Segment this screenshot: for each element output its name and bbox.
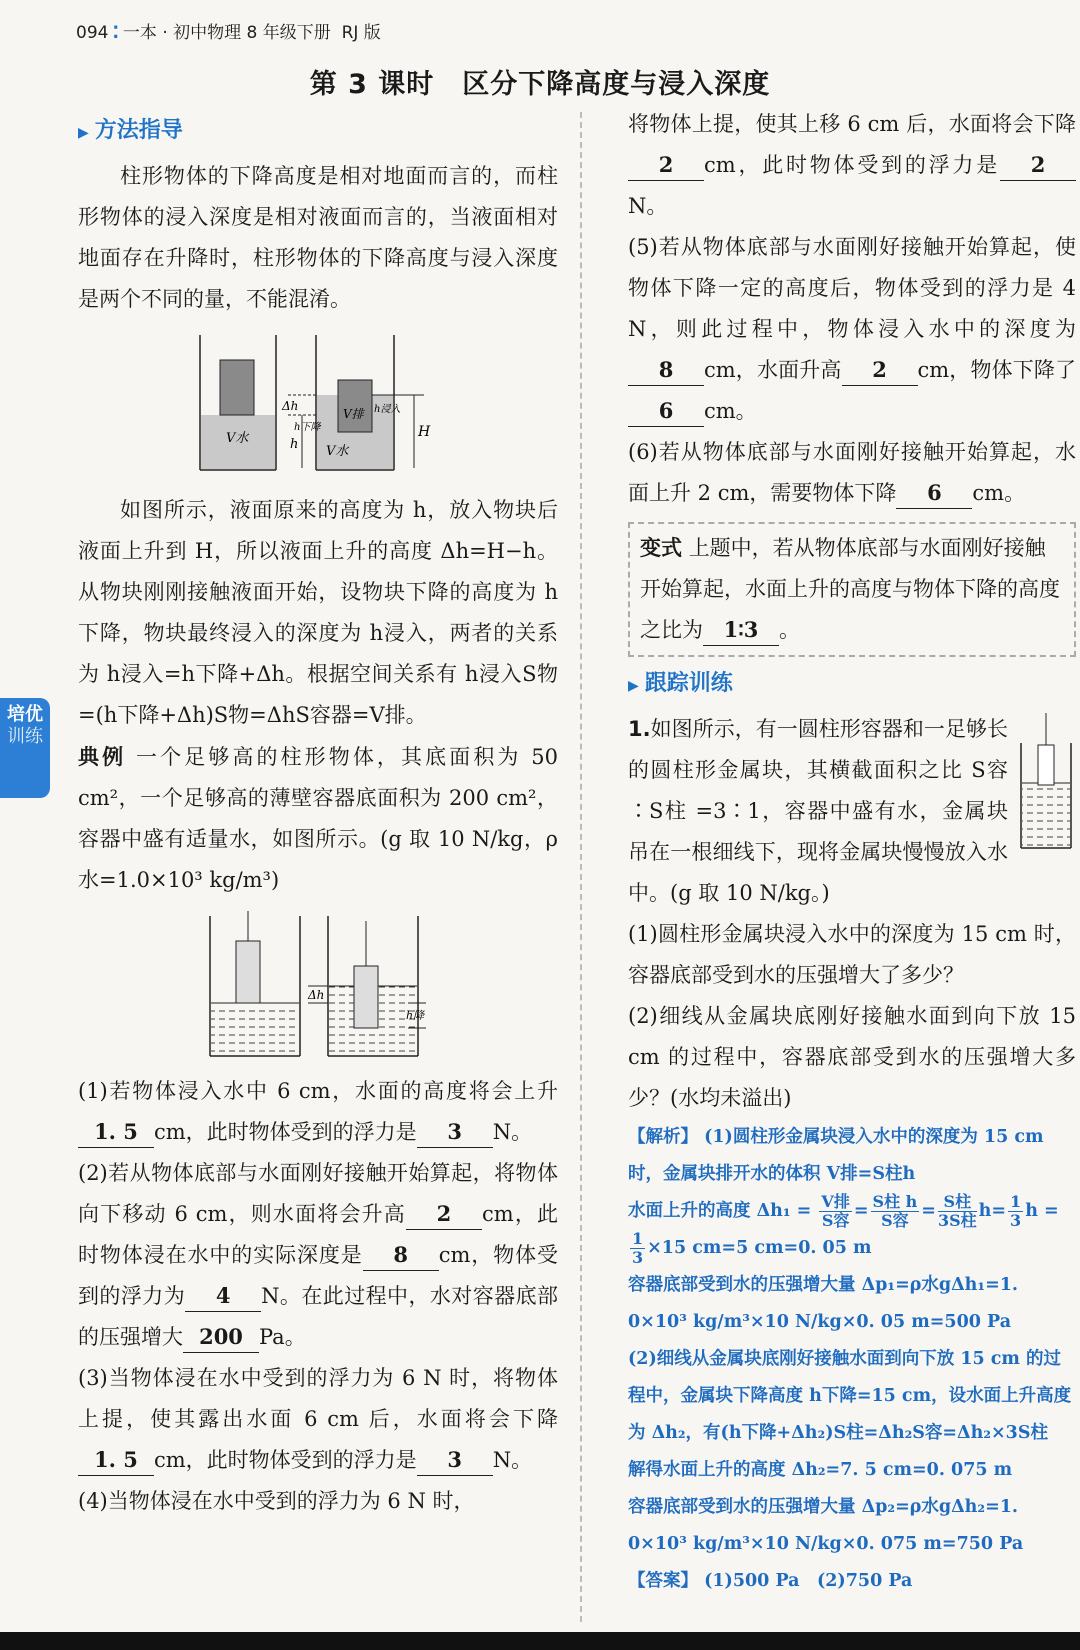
left-column [78, 110, 558, 1522]
q4-start: (4)当物体浸在水中受到的浮力为 6 N 时， [78, 1489, 475, 1513]
q1-blank-2: 3 [417, 1117, 493, 1148]
q1: (1)若物体浸入水中 6 cm，水面的高度将会上升1. 5 cm，此时物体受到的浮力是 3 N。 [78, 1071, 558, 1153]
q5-blank-2: 2 [842, 355, 918, 386]
label-h: h [290, 437, 299, 452]
track-heading: ▶ 跟踪训练 [628, 671, 733, 696]
q4-blank-1: 2 [628, 150, 704, 181]
q2-blank-3: 4 [185, 1281, 261, 1312]
answer-label: 【答案】 [628, 1571, 698, 1591]
method-heading: ▶ 方法指导 [78, 118, 183, 143]
page-number: 094 [76, 23, 109, 43]
separator-icon: ⁚ [112, 23, 119, 43]
q1-blank-1: 1. 5 [78, 1117, 154, 1148]
edition: RJ 版 [341, 23, 381, 43]
q2-blank-1: 2 [406, 1199, 482, 1230]
variant-tag: 变式 [640, 536, 682, 560]
label-h-in: h浸入 [374, 404, 401, 415]
right-column [628, 104, 1076, 1600]
page-title: 第 3 课时 区分下降高度与浸入深度 [309, 69, 771, 100]
q5-blank-1: 8 [628, 355, 704, 386]
side-tab-line2: 训练 [7, 726, 43, 747]
triangle-icon: ▶ [78, 125, 89, 141]
side-tab-line1: 培优 [7, 704, 43, 725]
q4-cont: 将物体上提，使其上移 6 cm 后，水面将会下降2 cm，此时物体受到的浮力是 2N。 [628, 112, 1076, 218]
solution-label: 【解析】 [628, 1127, 698, 1147]
label-v-water-2: V水 [326, 444, 349, 459]
problem-1 [628, 709, 1076, 1119]
solution: 【解析】 (1)圆柱形金属块浸入水中的深度为 15 cm 时，金属块排开水的体积 V排=S柱h 水面上升的高度 Δh₁ = $\frac{\text{V排}}{\text{S容}}$ = $\frac{\text{S柱 h}}{\text{S容}}$ = $\frac{\text{S柱}}{\text{3S柱}}$ h= $\frac{1}{3}$ h = $\frac{1}{3}$ ×15 cm=5 cm=0. 05 m 容器底部受到水的压强增大量 Δp₁=ρ水gΔh₁=1. 0×10³ kg/m³×10 N/kg×0. 05 m=500 Pa (2)细线从金属块底刚好接触水面到向下放 15 cm 的过程中，金属块下降高度 h下降=15 cm，设水面上升高度为 Δh₂，有(h下降+Δh₂)S柱=Δh₂S容=Δh₂×3S柱 解得水面上升的高度 Δh₂=7. 5 cm=0. 075 m 容器底部受到水的压强增大量 Δp₂=ρ水gΔh₂=1. 0×10³ kg/m³×10 N/kg×0. 075 m=750 Pa 【答案】 (1)500 Pa (2)750 Pa [628, 1119, 1076, 1600]
variant-box: 变式 上题中，若从物体底部与水面刚好接触开始算起，水面上升的高度与物体下降的高度之比为 1∶3 。 [628, 522, 1076, 657]
solution-fraction-line: 水面上升的高度 Δh₁ = $\frac{\text{V排}}{\text{S容}}$ = $\frac{\text{S柱 h}}{\text{S容}}$ = $\frac{\text{S柱}}{\text{3S柱}}$ h= $\frac{1}{3}$ h = [628, 1192, 1059, 1230]
q2-blank-2: 8 [363, 1240, 439, 1271]
figure-immersion-diagram [198, 330, 438, 480]
label-v-water: V水 [226, 431, 249, 446]
q5: (5)若从物体底部与水面刚好接触开始算起，使物体下降一定的高度后，物体受到的浮力是 4 N，则此过程中，物体浸入水中的深度为8 cm，水面升高 2 cm，物体下降了6 cm。 [628, 227, 1076, 432]
label-H: H [418, 424, 431, 440]
q3-blank-1: 1. 5 [78, 1445, 154, 1476]
side-tab [0, 698, 50, 798]
q2-blank-4: 200 [183, 1322, 259, 1353]
q3: (3)当物体浸在水中受到的浮力为 6 N 时，将物体上提，使其露出水面 6 cm 后，水面将会下降1. 5 cm，此时物体受到的浮力是 3 N。 [78, 1358, 558, 1481]
label-delta-h: Δh [282, 399, 299, 413]
problem-number: 1. [628, 717, 651, 741]
explain-text: 如图所示，液面原来的高度为 h，放入物块后液面上升到 H，所以液面上升的高度 Δh=H−h。从物块刚刚接触液面开始，设物块下降的高度为 h下降，物块最终浸入的深度为 h浸入，两者的关系为 h浸入=h下降+Δh。根据空间关系有 h浸入S物=(h下降+Δh)S物=ΔhS容器=V排。 [78, 498, 558, 727]
answer-text: (1)500 Pa (2)750 Pa [704, 1571, 913, 1591]
figure-cylinder-container [1016, 713, 1076, 853]
example-label: 典例 [78, 744, 127, 769]
label-v-displaced: V排 [343, 407, 364, 421]
figure-example-containers [208, 911, 428, 1061]
bottom-edge [0, 1632, 1080, 1650]
label-h-down: h下降 [294, 422, 321, 433]
q2: (2)若从物体底部与水面刚好接触开始算起，将物体向下移动 6 cm，则水面将会升高 2 cm，此时物体浸在水中的实际深度是 8 cm，物体受到的浮力为 4 N。在此过程中，水对容器底部的压强增大 200 Pa。 [78, 1153, 558, 1358]
q3-blank-2: 3 [417, 1445, 493, 1476]
label-delta-h-2: Δh [308, 988, 325, 1002]
problem-text: 如图所示，有一圆柱形容器和一足够长的圆柱形金属块，其横截面积之比 S容∶S柱 =3∶1，容器中盛有水，金属块吊在一根细线下，现将金属块慢慢放入水中。(g 取 10 N/kg。) [628, 717, 1008, 905]
book-title: 一本 · 初中物理 8 年级下册 [122, 23, 331, 43]
example-paragraph [78, 736, 558, 901]
label-h-down-2: h降 [406, 1009, 425, 1022]
q6: (6)若从物体底部与水面刚好接触开始算起，水面上升 2 cm，需要物体下降 6 cm。 [628, 432, 1076, 514]
problem-sub-2: (2)细线从金属块底刚好接触水面到向下放 15 cm 的过程中，容器底部受到水的压强增大多少？(水均未溢出) [628, 1004, 1076, 1110]
q4-blank-2: 2 [1000, 150, 1076, 181]
example-text: 一个足够高的柱形物体，其底面积为 50 cm²，一个足够高的薄壁容器底面积为 200 cm²，容器中盛有适量水，如图所示。(g 取 10 N/kg，ρ水=1.0×10³ kg/m³) [78, 745, 559, 892]
page-header [76, 18, 381, 43]
q5-blank-3: 6 [628, 396, 704, 427]
method-text: 柱形物体的下降高度是相对地面而言的，而柱形物体的浸入深度是相对液面而言的，当液面相对地面存在升降时，柱形物体的下降高度与浸入深度是两个不同的量，不能混淆。 [78, 164, 558, 311]
problem-sub-1: (1)圆柱形金属块浸入水中的深度为 15 cm 时，容器底部受到水的压强增大了多少？ [628, 922, 1076, 987]
variant-blank: 1∶3 [703, 615, 779, 646]
column-divider [580, 112, 582, 1622]
triangle-icon: ▶ [628, 678, 639, 694]
q6-blank-1: 6 [896, 478, 972, 509]
